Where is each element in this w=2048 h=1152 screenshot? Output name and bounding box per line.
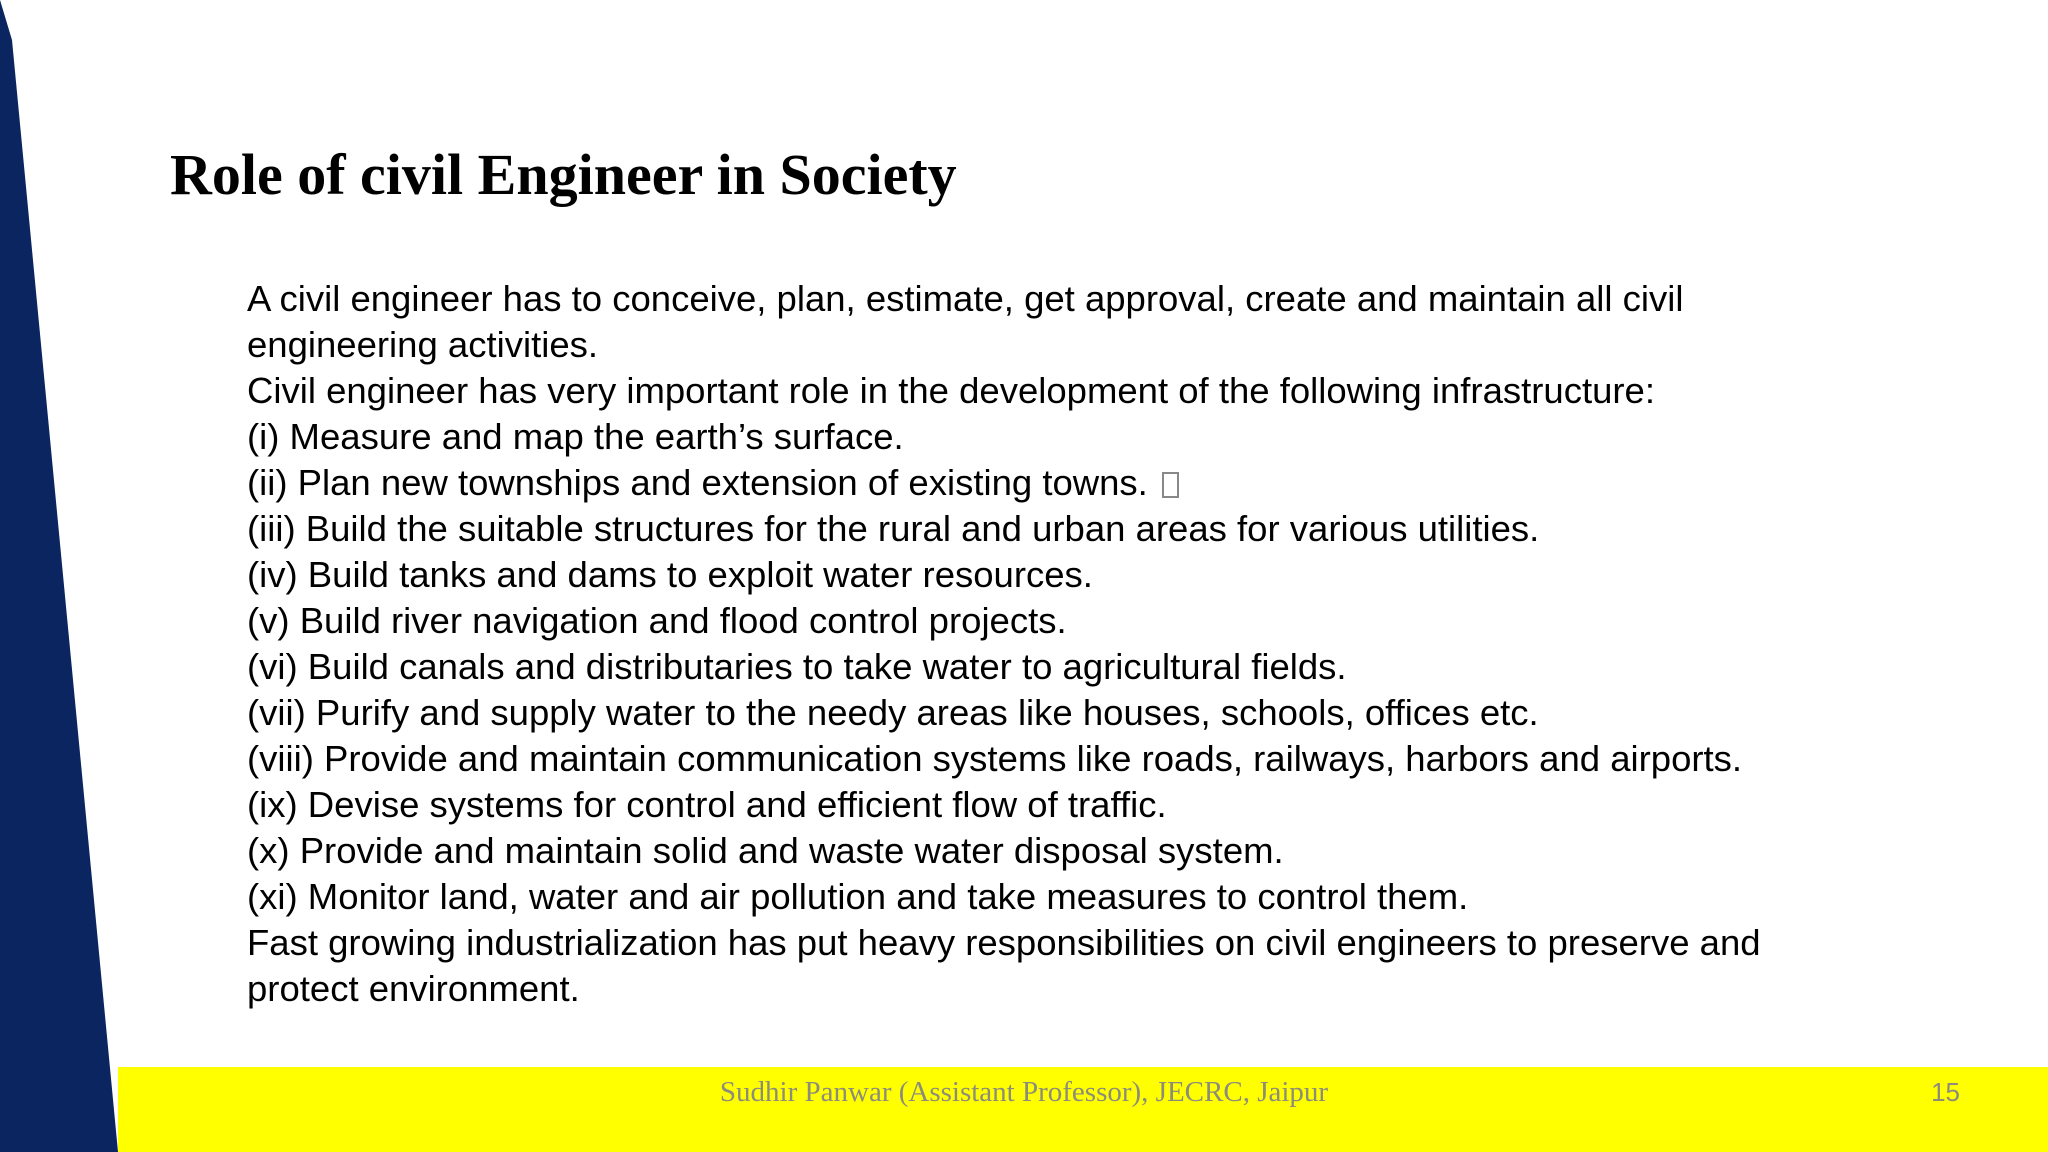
- body-line: (xi) Monitor land, water and air pollution and take measures to control them.: [247, 876, 1469, 917]
- body-line: (iii) Build the suitable structures for the rural and urban areas for various utilities.: [247, 508, 1540, 549]
- body-line: engineering activities.: [247, 324, 599, 365]
- body-line: Fast growing industrialization has put heavy responsibilities on civil engineers to preserve and: [247, 922, 1761, 963]
- body-line: (iv) Build tanks and dams to exploit water resources.: [247, 554, 1093, 595]
- body-line: (vii) Purify and supply water to the needy areas like houses, schools, offices etc.: [247, 692, 1539, 733]
- body-line: (i) Measure and map the earth’s surface.: [247, 416, 904, 457]
- body-line: protect environment.: [247, 968, 580, 1009]
- body-line: (vi) Build canals and distributaries to take water to agricultural fields.: [247, 646, 1347, 687]
- left-navy-band: [0, 0, 130, 1152]
- body-line-text: (ii) Plan new townships and extension of existing towns.: [247, 462, 1148, 503]
- body-line: [247, 460, 1867, 506]
- page-number: 15: [1931, 1077, 1960, 1107]
- body-line: (viii) Provide and maintain communication systems like roads, railways, harbors and airports.: [247, 738, 1743, 779]
- body-line: A civil engineer has to conceive, plan, estimate, get approval, create and maintain all civil: [247, 278, 1684, 319]
- body-line: (v) Build river navigation and flood control projects.: [247, 600, 1067, 641]
- body-line: Civil engineer has very important role in the development of the following infrastructure:: [247, 370, 1655, 411]
- footer-author: Sudhir Panwar (Assistant Professor), JECRC, Jaipur: [719, 1076, 1329, 1108]
- body-line: (x) Provide and maintain solid and waste water disposal system.: [247, 830, 1284, 871]
- slide-title: Role of civil Engineer in Society: [170, 142, 957, 207]
- body-line: (ix) Devise systems for control and efficient flow of traffic.: [247, 784, 1167, 825]
- slide-body: [247, 276, 1867, 1012]
- missing-glyph-icon: [1162, 472, 1179, 498]
